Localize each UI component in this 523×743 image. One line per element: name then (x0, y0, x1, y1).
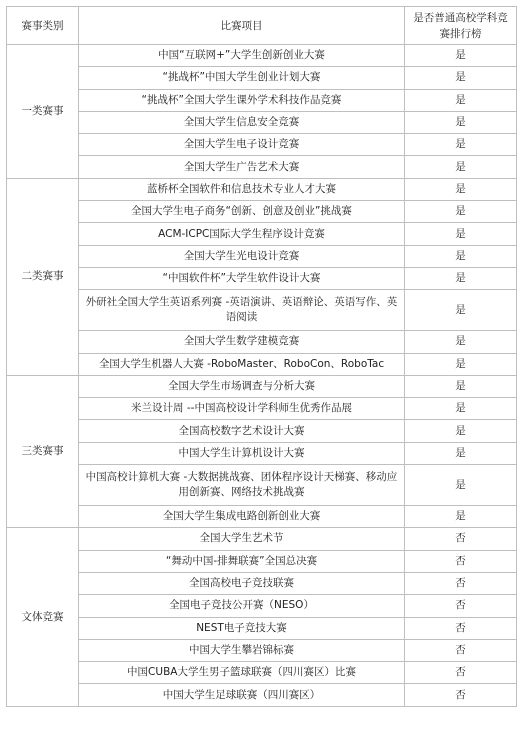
project-cell: NEST电子竞技大赛 (79, 617, 405, 639)
project-cell: 中国大学生足球联赛（四川赛区） (79, 684, 405, 706)
project-cell: 中国“互联网+”大学生创新创业大赛 (79, 45, 405, 67)
table-row (7, 506, 517, 528)
table-row (7, 223, 517, 245)
project-cell: 全国大学生光电设计竞赛 (79, 245, 405, 267)
ranked-cell: 是 (405, 290, 517, 331)
table-row (7, 595, 517, 617)
project-cell: “中国软件杯”大学生软件设计大赛 (79, 267, 405, 289)
ranked-cell: 是 (405, 245, 517, 267)
project-cell: 中国CUBA大学生男子篮球联赛（四川赛区）比赛 (79, 662, 405, 684)
table-row (7, 375, 517, 397)
table-row (7, 550, 517, 572)
project-cell: “舞动中国-排舞联赛”全国总决赛 (79, 550, 405, 572)
project-cell: 全国电子竞技公开赛（NESO） (79, 595, 405, 617)
competition-table-wrapper (6, 6, 517, 707)
table-row (7, 67, 517, 89)
category-cell: 二类赛事 (7, 178, 79, 375)
table-row (7, 465, 517, 506)
table-row (7, 267, 517, 289)
project-cell: 全国大学生集成电路创新创业大赛 (79, 506, 405, 528)
ranked-cell: 是 (405, 201, 517, 223)
project-cell: 中国大学生计算机设计大赛 (79, 442, 405, 464)
project-cell: 全国大学生电子商务“创新、创意及创业”挑战赛 (79, 201, 405, 223)
ranked-cell: 是 (405, 156, 517, 178)
ranked-cell: 是 (405, 420, 517, 442)
ranked-cell: 是 (405, 267, 517, 289)
ranked-cell: 是 (405, 67, 517, 89)
table-row (7, 420, 517, 442)
table-row (7, 45, 517, 67)
table-row (7, 201, 517, 223)
ranked-cell: 否 (405, 617, 517, 639)
table-row (7, 398, 517, 420)
table-row (7, 662, 517, 684)
ranked-cell: 否 (405, 662, 517, 684)
table-row (7, 353, 517, 375)
project-cell: 蓝桥杯全国软件和信息技术专业人才大赛 (79, 178, 405, 200)
ranked-cell: 是 (405, 465, 517, 506)
ranked-cell: 是 (405, 111, 517, 133)
ranked-cell: 否 (405, 639, 517, 661)
ranked-cell: 是 (405, 375, 517, 397)
ranked-cell: 否 (405, 595, 517, 617)
ranked-cell: 是 (405, 353, 517, 375)
table-row (7, 572, 517, 594)
table-row (7, 111, 517, 133)
ranked-cell: 是 (405, 178, 517, 200)
ranked-cell: 是 (405, 89, 517, 111)
ranked-cell: 否 (405, 550, 517, 572)
ranked-cell: 是 (405, 223, 517, 245)
header-project: 比赛项目 (79, 7, 405, 45)
category-cell: 三类赛事 (7, 375, 79, 527)
header-ranked: 是否普通高校学科竞赛排行榜 (405, 7, 517, 45)
table-body (7, 45, 517, 707)
project-cell: 米兰设计周 --中国高校设计学科师生优秀作品展 (79, 398, 405, 420)
ranked-cell: 否 (405, 528, 517, 550)
table-row (7, 245, 517, 267)
table-row (7, 442, 517, 464)
ranked-cell: 否 (405, 684, 517, 706)
category-cell: 文体竞赛 (7, 528, 79, 706)
ranked-cell: 是 (405, 134, 517, 156)
table-row (7, 178, 517, 200)
ranked-cell: 是 (405, 45, 517, 67)
table-row (7, 134, 517, 156)
project-cell: 全国大学生数学建模竞赛 (79, 331, 405, 353)
project-cell: “挑战杯”中国大学生创业计划大赛 (79, 67, 405, 89)
ranked-cell: 是 (405, 331, 517, 353)
table-row (7, 639, 517, 661)
table-row (7, 156, 517, 178)
header-row (7, 7, 517, 45)
project-cell: 全国高校电子竞技联赛 (79, 572, 405, 594)
project-cell: 全国大学生广告艺术大赛 (79, 156, 405, 178)
category-cell: 一类赛事 (7, 45, 79, 179)
project-cell: 中国大学生攀岩锦标赛 (79, 639, 405, 661)
ranked-cell: 是 (405, 398, 517, 420)
project-cell: 全国大学生艺术节 (79, 528, 405, 550)
table-row (7, 528, 517, 550)
header-category: 赛事类别 (7, 7, 79, 45)
table-row (7, 617, 517, 639)
competition-table (6, 6, 517, 707)
project-cell: 全国大学生市场调查与分析大赛 (79, 375, 405, 397)
project-cell: 中国高校计算机大赛 -大数据挑战赛、团体程序设计天梯赛、移动应用创新赛、网络技术挑战赛 (79, 465, 405, 506)
project-cell: 外研社全国大学生英语系列赛 -英语演讲、英语辩论、英语写作、英语阅读 (79, 290, 405, 331)
ranked-cell: 否 (405, 572, 517, 594)
project-cell: 全国大学生电子设计竞赛 (79, 134, 405, 156)
table-row (7, 684, 517, 706)
project-cell: 全国大学生信息安全竞赛 (79, 111, 405, 133)
table-row (7, 290, 517, 331)
table-row (7, 89, 517, 111)
ranked-cell: 是 (405, 442, 517, 464)
project-cell: “挑战杯”全国大学生课外学术科技作品竞赛 (79, 89, 405, 111)
ranked-cell: 是 (405, 506, 517, 528)
project-cell: 全国大学生机器人大赛 -RoboMaster、RoboCon、RoboTac (79, 353, 405, 375)
project-cell: ACM-ICPC国际大学生程序设计竞赛 (79, 223, 405, 245)
project-cell: 全国高校数字艺术设计大赛 (79, 420, 405, 442)
table-row (7, 331, 517, 353)
